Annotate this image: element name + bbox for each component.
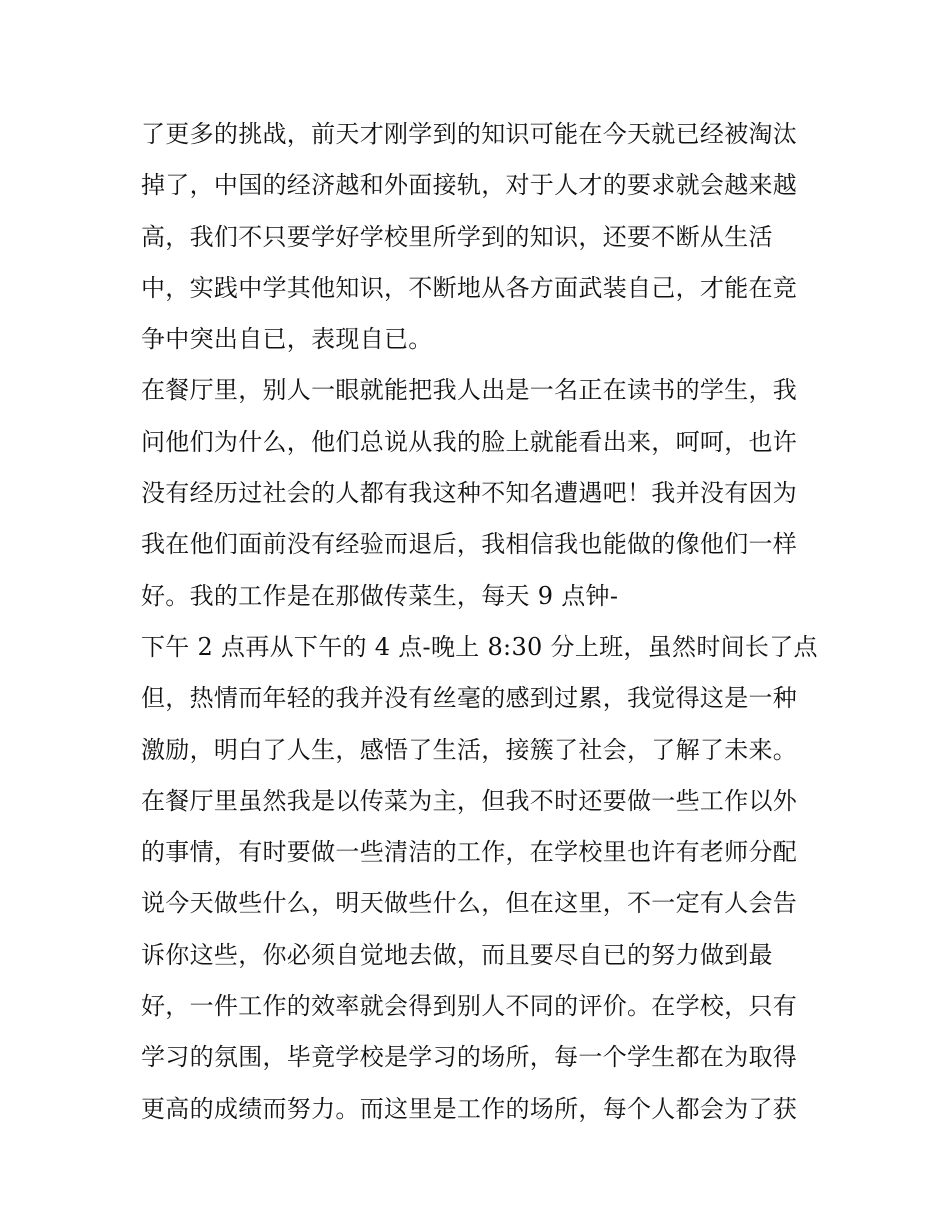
- text-line: 下午 2 点再从下午的 4 点-晚上 8:30 分上班，虽然时间长了点: [141, 632, 818, 661]
- text-line: 说今天做些什么，明天做些什么，但在这里，不一定有人会告: [141, 889, 798, 918]
- text-line: 但，热情而年轻的我并没有丝毫的感到过累，我觉得这是一种: [141, 684, 798, 713]
- text-line: 我在他们面前没有经验而退后，我相信我也能做的像他们一样: [141, 530, 798, 559]
- text-line: 在餐厅里，别人一眼就能把我人出是一名正在读书的学生，我: [141, 376, 798, 405]
- text-line: 激励，明白了人生，感悟了生活，接簇了社会，了解了未来。: [141, 735, 798, 764]
- text-line: 在餐厅里虽然我是以传菜为主，但我不时还要做一些工作以外: [141, 786, 798, 815]
- text-line: 诉你这些，你必须自觉地去做，而且要尽自已的努力做到最: [141, 940, 773, 969]
- text-line: 高，我们不只要学好学校里所学到的知识，还要不断从生活: [141, 222, 773, 251]
- text-line: 没有经历过社会的人都有我这种不知名遭遇吧！我并没有因为: [141, 479, 798, 508]
- text-line: 争中突出自已，表现自已。: [141, 325, 433, 354]
- text-line: 中，实践中学其他知识，不断地从各方面武装自己，才能在竞: [141, 273, 798, 302]
- text-line: 更高的成绩而努力。而这里是工作的场所，每个人都会为了获: [141, 1094, 798, 1123]
- text-line: 了更多的挑战，前天才刚学到的知识可能在今天就已经被淘汰: [141, 120, 798, 148]
- text-line: 问他们为什么，他们总说从我的脸上就能看出来，呵呵，也许: [141, 427, 798, 456]
- text-line: 好，一件工作的效率就会得到别人不同的评价。在学校，只有: [141, 992, 798, 1021]
- text-line: 的事情，有时要做一些清洁的工作，在学校里也许有老师分配: [141, 838, 798, 867]
- text-line: 掉了，中国的经济越和外面接轨，对于人才的要求就会越来越: [141, 171, 798, 200]
- body-text: [141, 109, 821, 1135]
- text-line: 好。我的工作是在那做传菜生，每天 9 点钟-: [141, 581, 619, 610]
- text-line: 学习的氛围，毕竟学校是学习的场所，每一个学生都在为取得: [141, 1043, 798, 1072]
